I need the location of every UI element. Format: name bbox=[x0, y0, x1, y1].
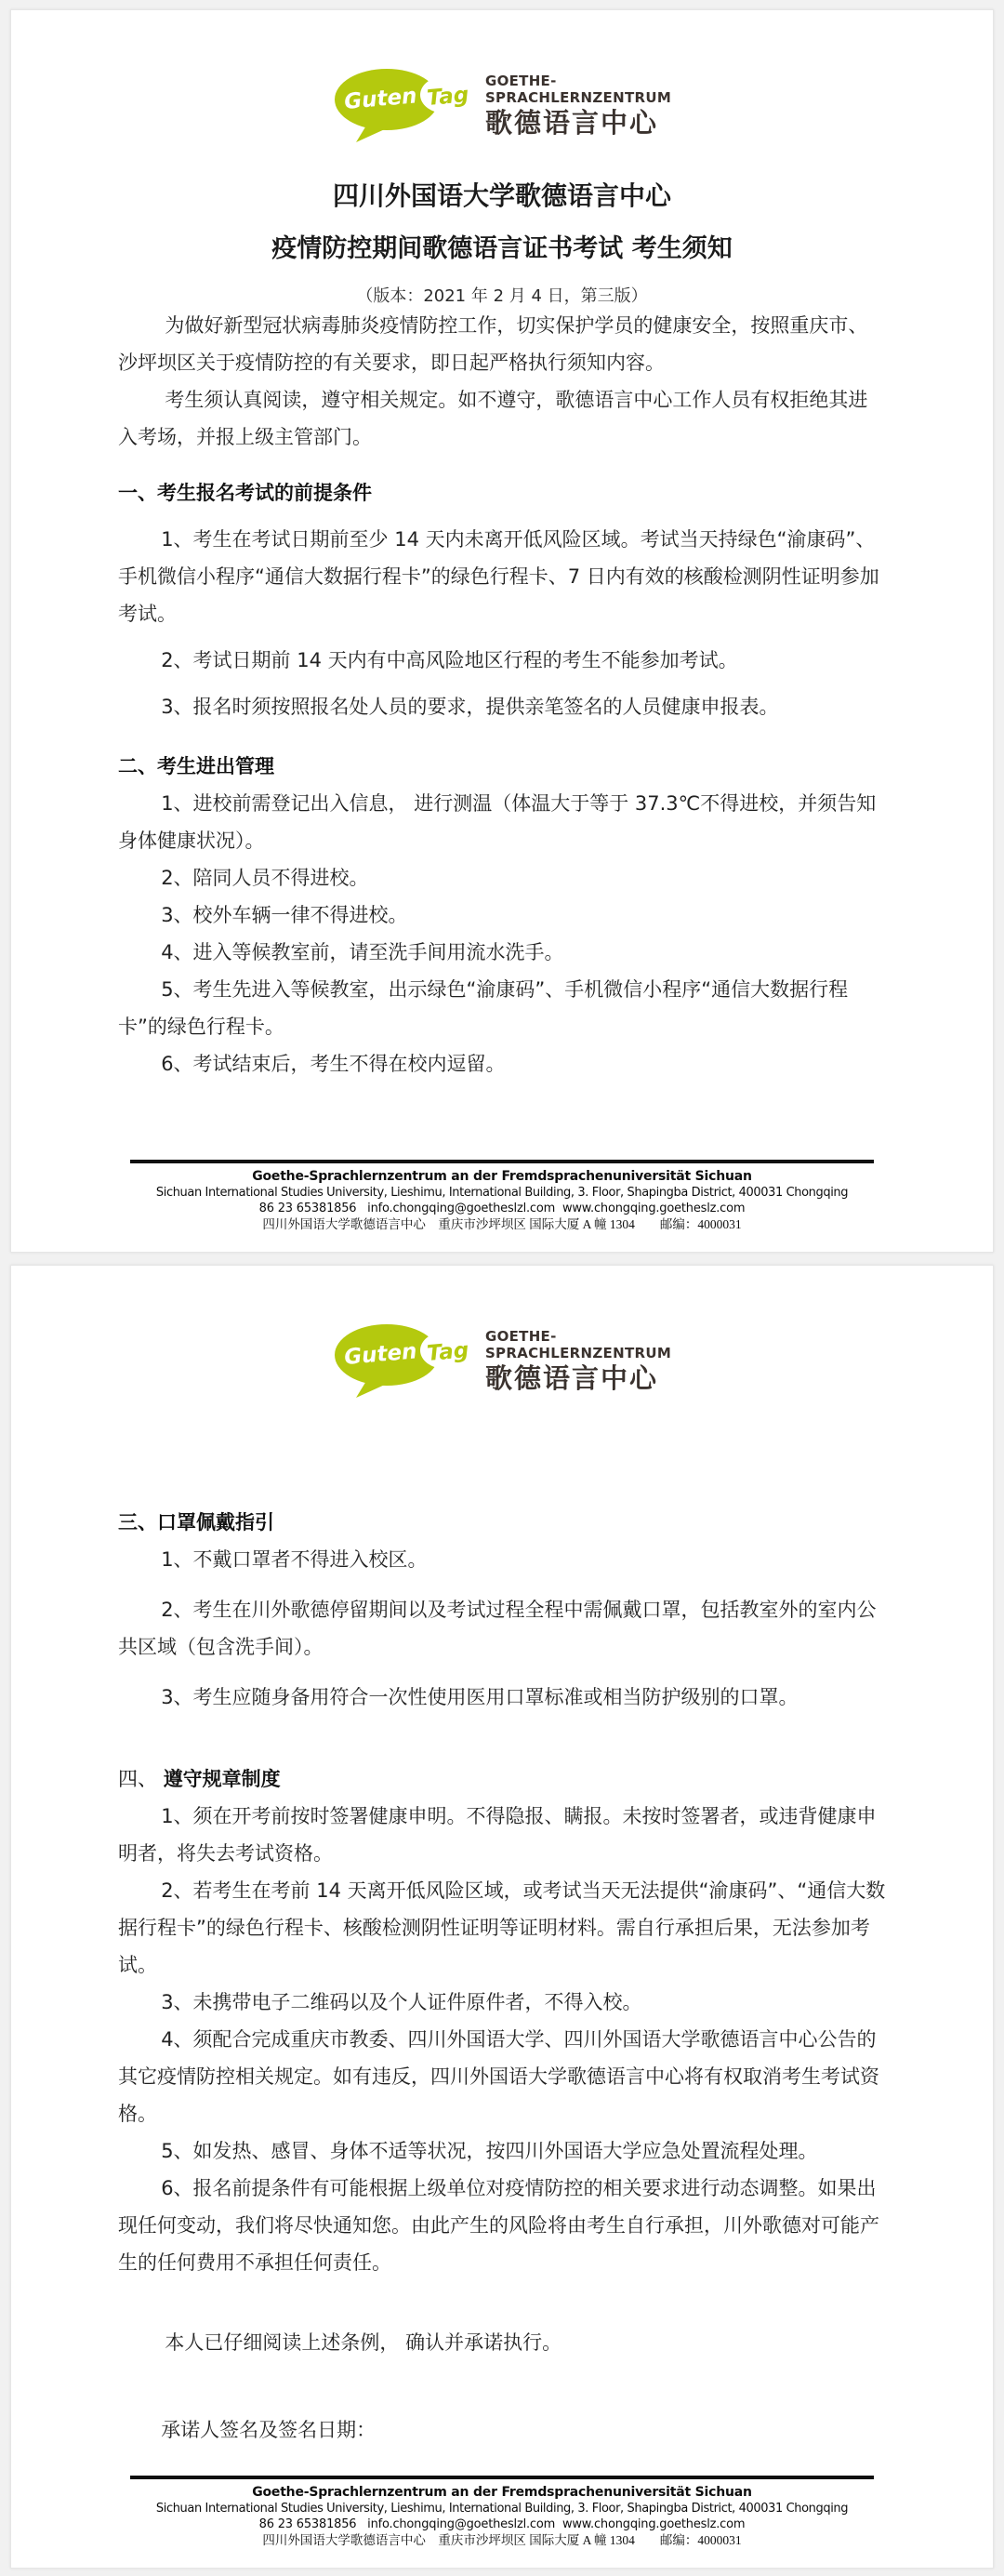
section-heading bbox=[118, 1760, 886, 1798]
document-canvas bbox=[0, 9, 1004, 2569]
section-item: 1、须在开考前按时签署健康申明。不得隐报、瞒报。未按时签署者，或违背健康申明者，将失去考试资格。 bbox=[118, 1805, 877, 1865]
bubble-word-guten: Guten bbox=[343, 1339, 418, 1370]
section-number: 四、 bbox=[118, 1768, 164, 1790]
page-2 bbox=[10, 1265, 994, 2569]
section-4-rules-compliance bbox=[118, 1760, 886, 2281]
section-item: 1、考生在考试日期前至少 14 天内未离开低风险区域。考试当天持绿色“渝康码”、手机微信小程序“通信大数据行程卡”的绿色行程卡、7 日内有效的核酸检测阴性证明参加考试。 bbox=[118, 528, 879, 625]
section-item: 6、报名前提条件有可能根据上级单位对疫情防控的相关要求进行动态调整。如果出现任何变动，我们将尽快通知您。由此产生的风险将由考生自行承担，川外歌德对可能产生的任何费用不承担任何责任。 bbox=[118, 2177, 879, 2274]
footer-org-name: Goethe-Sprachlernzentrum an der Fremdsprachenuniversität Sichuan bbox=[252, 1169, 752, 1184]
footer-contact: 86 23 65381856 info.chongqing@goetheslzl.com www.chongqing.goetheslz.com bbox=[258, 1202, 746, 1215]
brand-line-sprachlernzentrum: SPRACHLERNZENTRUM bbox=[484, 88, 672, 106]
footer-org-name: Goethe-Sprachlernzentrum an der Fremdsprachenuniversität Sichuan bbox=[252, 2485, 752, 2500]
brand-wordmark bbox=[485, 73, 671, 139]
goethe-logo bbox=[11, 10, 993, 144]
guten-tag-speech-bubble-icon bbox=[333, 66, 472, 144]
intro-paragraph-1: 为做好新型冠状病毒肺炎疫情防控工作，切实保护学员的健康安全，按照重庆市、沙坪坝区关于疫情防控的有关要求，即日起严格执行须知内容。 bbox=[118, 314, 868, 374]
brand-line-chinese: 歌德语言中心 bbox=[484, 1361, 658, 1394]
intro-paragraph-2: 考生须认真阅读，遵守相关规定。如不遵守，歌德语言中心工作人员有权拒绝其进入考场，并报上级主管部门。 bbox=[118, 389, 868, 448]
section-item: 4、须配合完成重庆市教委、四川外国语大学、四川外国语大学歌德语言中心公告的其它疫情防控相关规定。如有违反，四川外国语大学歌德语言中心将有权取消考生考试资格。 bbox=[118, 2028, 879, 2125]
section-item: 3、校外车辆一律不得进校。 bbox=[161, 904, 408, 926]
page-footer bbox=[130, 1160, 874, 1233]
section-item: 2、若考生在考前 14 天离开低风险区域，或考试当天无法提供“渝康码”、“通信大数据行程卡”的绿色行程卡、核酸检测阴性证明等证明材料。需自行承担后果，无法参加考试。 bbox=[118, 1879, 886, 1976]
goethe-logo bbox=[11, 1266, 993, 1400]
footer-divider bbox=[130, 2476, 874, 2479]
section-item: 5、考生先进入等候教室，出示绿色“渝康码”、手机微信小程序“通信大数据行程卡”的绿色行程卡。 bbox=[118, 978, 849, 1038]
brand-line-goethe: GOETHE- bbox=[484, 1327, 557, 1345]
section-item: 1、不戴口罩者不得进入校区。 bbox=[161, 1548, 428, 1571]
section-item: 2、考生在川外歌德停留期间以及考试过程全程中需佩戴口罩，包括教室外的室内公共区域（包含洗手间）。 bbox=[118, 1599, 877, 1658]
section-heading: 一、考生报名考试的前提条件 bbox=[118, 482, 372, 504]
document-title-center-name: 四川外国语大学歌德语言中心 bbox=[332, 180, 671, 211]
bubble-word-tag: Tag bbox=[426, 83, 470, 111]
section-item: 3、未携带电子二维码以及个人证件原件者，不得入校。 bbox=[161, 1991, 642, 2013]
section-item: 5、如发热、感冒、身体不适等状况，按四川外国语大学应急处置流程处理。 bbox=[161, 2140, 818, 2162]
section-item: 2、陪同人员不得进校。 bbox=[161, 867, 369, 889]
brand-line-chinese: 歌德语言中心 bbox=[484, 106, 658, 139]
page-1 bbox=[10, 9, 994, 1253]
section-1-prerequisites bbox=[118, 474, 886, 725]
section-item: 4、进入等候教室前，请至洗手间用流水洗手。 bbox=[161, 941, 564, 963]
page-footer bbox=[130, 2476, 874, 2549]
version-line: （版本：2021 年 2 月 4 日，第三版） bbox=[356, 286, 648, 306]
section-item: 6、考试结束后，考生不得在校内逗留。 bbox=[161, 1053, 506, 1075]
page1-content bbox=[11, 307, 993, 1082]
page2-content bbox=[11, 1504, 993, 2449]
bubble-word-tag: Tag bbox=[426, 1338, 470, 1366]
signature-line-label: 承诺人签名及签名日期： bbox=[161, 2419, 376, 2441]
section-item: 3、考生应随身备用符合一次性使用医用口罩标准或相当防护级别的口罩。 bbox=[161, 1686, 799, 1708]
section-item: 1、进校前需登记出入信息， 进行测温（体温大于等于 37.3℃不得进校，并须告知身体健康状况）。 bbox=[118, 792, 877, 852]
brand-line-goethe: GOETHE- bbox=[484, 72, 557, 89]
section-item: 2、考试日期前 14 天内有中高风险地区行程的考生不能参加考试。 bbox=[161, 649, 738, 671]
document-title-notice: 疫情防控期间歌德语言证书考试 考生须知 bbox=[271, 234, 733, 263]
confirmation-statement: 本人已仔细阅读上述条例， 确认并承诺执行。 bbox=[165, 2331, 562, 2354]
footer-contact: 86 23 65381856 info.chongqing@goetheslzl.com www.chongqing.goetheslz.com bbox=[258, 2517, 746, 2531]
footer-address-cn: 四川外国语大学歌德语言中心 重庆市沙坪坝区 国际大厦 A 幢 1304 邮编：4000031 bbox=[262, 2533, 742, 2547]
section-item: 3、报名时须按照报名处人员的要求，提供亲笔签名的人员健康申报表。 bbox=[161, 696, 779, 718]
section-2-entry-exit bbox=[118, 748, 886, 1082]
section-3-mask-guidance bbox=[118, 1504, 886, 1716]
section-heading: 二、考生进出管理 bbox=[118, 755, 274, 777]
bubble-word-guten: Guten bbox=[343, 84, 418, 114]
brand-wordmark bbox=[485, 1328, 671, 1394]
footer-address-en: Sichuan International Studies University, Lieshimu, International Building, 3. Floor, Shapingba District, 400031 Chongqing bbox=[155, 2502, 849, 2516]
section-title: 遵守规章制度 bbox=[163, 1768, 281, 1790]
section-heading: 三、口罩佩戴指引 bbox=[118, 1511, 274, 1534]
brand-line-sprachlernzentrum: SPRACHLERNZENTRUM bbox=[484, 1344, 672, 1361]
footer-divider bbox=[130, 1160, 874, 1163]
footer-address-en: Sichuan International Studies University, Lieshimu, International Building, 3. Floor, Shapingba District, 400031 Chongqing bbox=[155, 1186, 849, 1200]
guten-tag-speech-bubble-icon bbox=[333, 1321, 472, 1400]
footer-address-cn: 四川外国语大学歌德语言中心 重庆市沙坪坝区 国际大厦 A 幢 1304 邮编：4000031 bbox=[262, 1217, 742, 1231]
